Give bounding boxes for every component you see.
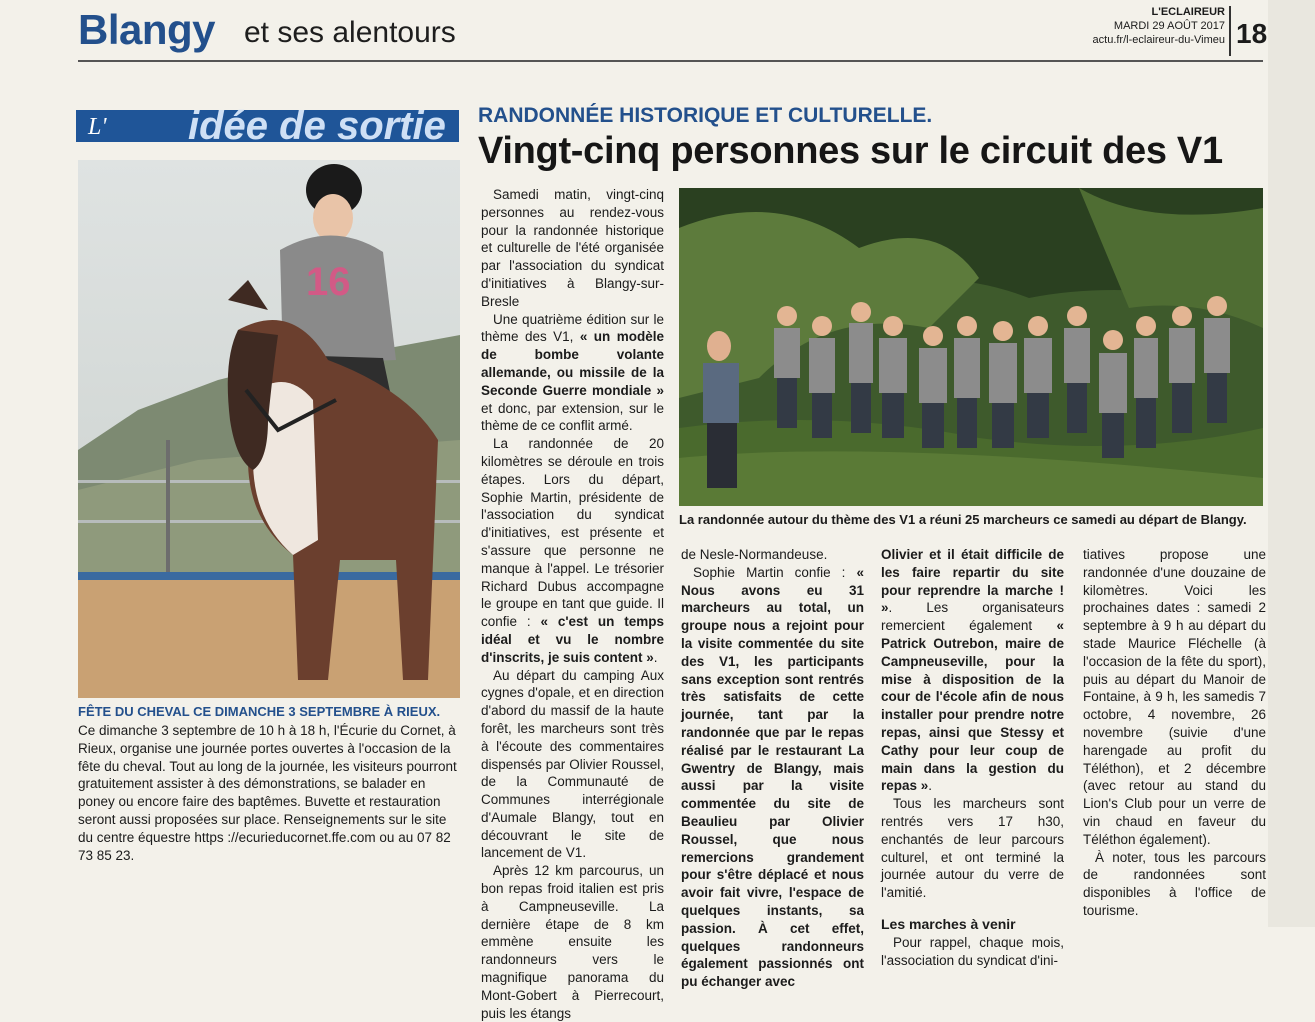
text-run: Sophie Martin confie : xyxy=(693,564,857,580)
article-kicker: RANDONNÉE HISTORIQUE ET CULTURELLE. xyxy=(478,104,933,127)
article-column-2 xyxy=(681,546,864,991)
paragraph xyxy=(881,546,1064,795)
subheading: Les marches à venir xyxy=(881,915,1016,932)
sidebar-caption-title: FÊTE DU CHEVAL CE DIMANCHE 3 SEPTEMBRE À RIEUX. xyxy=(78,704,441,719)
section-subtitle: et ses alentours xyxy=(244,16,456,49)
idee-de-sortie-badge xyxy=(76,104,459,148)
text-run: . Les organisateurs remercient également xyxy=(881,600,1064,634)
header-rule xyxy=(78,60,1263,62)
article-photo-caption: La randonnée autour du thème des V1 a réuni 25 marcheurs ce samedi au départ de Blangy. xyxy=(679,512,1247,527)
text-run: . xyxy=(928,778,933,794)
paragraph: Samedi matin, vingt-cinq personnes au rendez-vous pour la randonnée historique et culturelle de l'été organisée par l'association du syndicat d'initiatives à Blangy-sur-Bresle xyxy=(481,187,664,309)
quote: « Patrick Outrebon, maire de Campneuseville, pour la mise à disposition de la cour de l'école afin de nous installer pour prendre notre repas, ainsi que Stessy et Cathy pour leur coup de main dans la gestion du repas » xyxy=(881,618,1064,794)
paragraph xyxy=(481,435,664,666)
quote: « c'est un temps idéal et vu le nombre d'inscrits, je suis content » xyxy=(481,614,664,665)
paper-name: L'ECLAIREUR xyxy=(1151,6,1225,18)
paragraph: À noter, tous les parcours de randonnées sont disponibles à l'office de tourisme. xyxy=(1083,849,1266,918)
sidebar-caption-body: Ce dimanche 3 septembre de 10 h à 18 h, l'Écurie du Cornet, à Rieux, organise une journée portes ouvertes à l'occasion de la fête du cheval. Tout au long de la journée, les visiteurs pourront gratuitement assister à des démonstrations, se balader en poney ou encore faire des baptêmes. Buvette et restauration seront aussi proposées sur place. Renseignements sur le site du centre équestre https ://ecurieducornet.ffe.com ou au 07 82 73 85 23. xyxy=(78,723,457,863)
paragraph: Tous les marcheurs sont rentrés vers 17 h30, enchantés de leur parcours culturel, et ont terminé la journée autour du verre de l'amitié. xyxy=(881,796,1064,901)
paragraph xyxy=(481,311,664,436)
paragraph: Après 12 km parcourus, un bon repas froid italien est pris à Campneuseville. La dernière étape de 8 km emmène ensuite les randonneurs vers le magnifique panorama du Mont-Gobert à Pierrecourt, puis les étangs xyxy=(481,863,664,1021)
article-headline: Vingt-cinq personnes sur le circuit des V1 xyxy=(478,130,1223,172)
quote: « Nous avons eu 31 marcheurs au total, un groupe nous a rejoint pour la visite commentée du site des V1, les participants sans exception sont rentrés très satisfaits de cette journée, tant par la randonnée que par le repas réalisé par le restaurant La Gwentry de Blangy, mais aussi par la visite commentée du site de Beaulieu par Olivier Roussel, que nous remercions grandement pour s'être déplacé et nous avoir fait vivre, l'espace de quelques instants, sa passion. À cet effet, quelques randonneurs également passionnés ont pu échanger avec xyxy=(681,564,864,990)
paragraph: tiatives propose une randonnée d'une douzaine de kilomètres. Voici les prochaines dates : samedi 2 septembre à 9 h au départ du stade Maurice Fléchelle (à l'occasion de la fête du sport), puis au départ du Manoir de Fontaine, à 9 h, les samedis 7 octobre, 4 novembre, 26 novembre (suivie d'une harengade au profit du Téléthon), et 2 décembre (avec retour au stand du Lion's Club pour un verre de vin chaud en faveur du Téléthon également). xyxy=(1083,547,1266,847)
issue-date: MARDI 29 AOÛT 2017 xyxy=(1113,20,1225,32)
hikers-forest-illustration xyxy=(679,188,1263,506)
jersey-number: 16 xyxy=(306,260,351,304)
horse-rider-photo xyxy=(78,160,460,698)
section-title: Blangy xyxy=(78,6,216,53)
horse-rider-illustration xyxy=(78,160,460,698)
paragraph: Au départ du camping Aux cygnes d'opale, et en direction d'abord du massif de la haute forêt, les marcheurs sont très à l'écoute des commentaires dispensés par Olivier Roussel, de la Communauté de Communes interrégionale d'Aumale Blangy, tout en découvrant le site de lancement de V1. xyxy=(481,667,664,861)
hikers-group-photo xyxy=(679,188,1263,506)
paragraph: Pour rappel, chaque mois, l'association du syndicat d'ini- xyxy=(881,934,1064,968)
paragraph: de Nesle-Normandeuse. xyxy=(681,547,828,562)
text-run: Une quatrième édition sur le thème des V1, xyxy=(481,311,664,345)
article-column-1 xyxy=(481,186,664,1022)
paper-url: actu.fr/l-eclaireur-du-Vimeu xyxy=(1092,34,1225,46)
adjacent-page-bleed xyxy=(1268,0,1315,927)
text-run: . xyxy=(653,649,658,665)
header-separator xyxy=(1229,6,1231,56)
quote: « un modèle de bombe volante allemande, ou missile de la Seconde Guerre mondiale » xyxy=(481,329,664,398)
text-run: La randonnée de 20 kilomètres se déroule en trois étapes. Lors du départ, Sophie Martin, présidente de l'association du syndicat d'initiatives, est présente et s'assure que personne ne manque à l'appel. Le trésorier Richard Dubus accompagne le groupe en tant que guide. Il confie : xyxy=(481,436,664,630)
page-number: 18 xyxy=(1236,18,1268,49)
quote: Olivier et il était difficile de les faire repartir du site pour reprendre la marche ! » xyxy=(881,547,1064,616)
article-column-3 xyxy=(881,546,1064,969)
badge-title: idée de sortie xyxy=(188,104,446,148)
text-run: et donc, par extension, sur le thème de ce conflit armé. xyxy=(481,400,664,434)
badge-prefix: L' xyxy=(88,114,107,140)
article-column-4 xyxy=(1083,546,1266,920)
